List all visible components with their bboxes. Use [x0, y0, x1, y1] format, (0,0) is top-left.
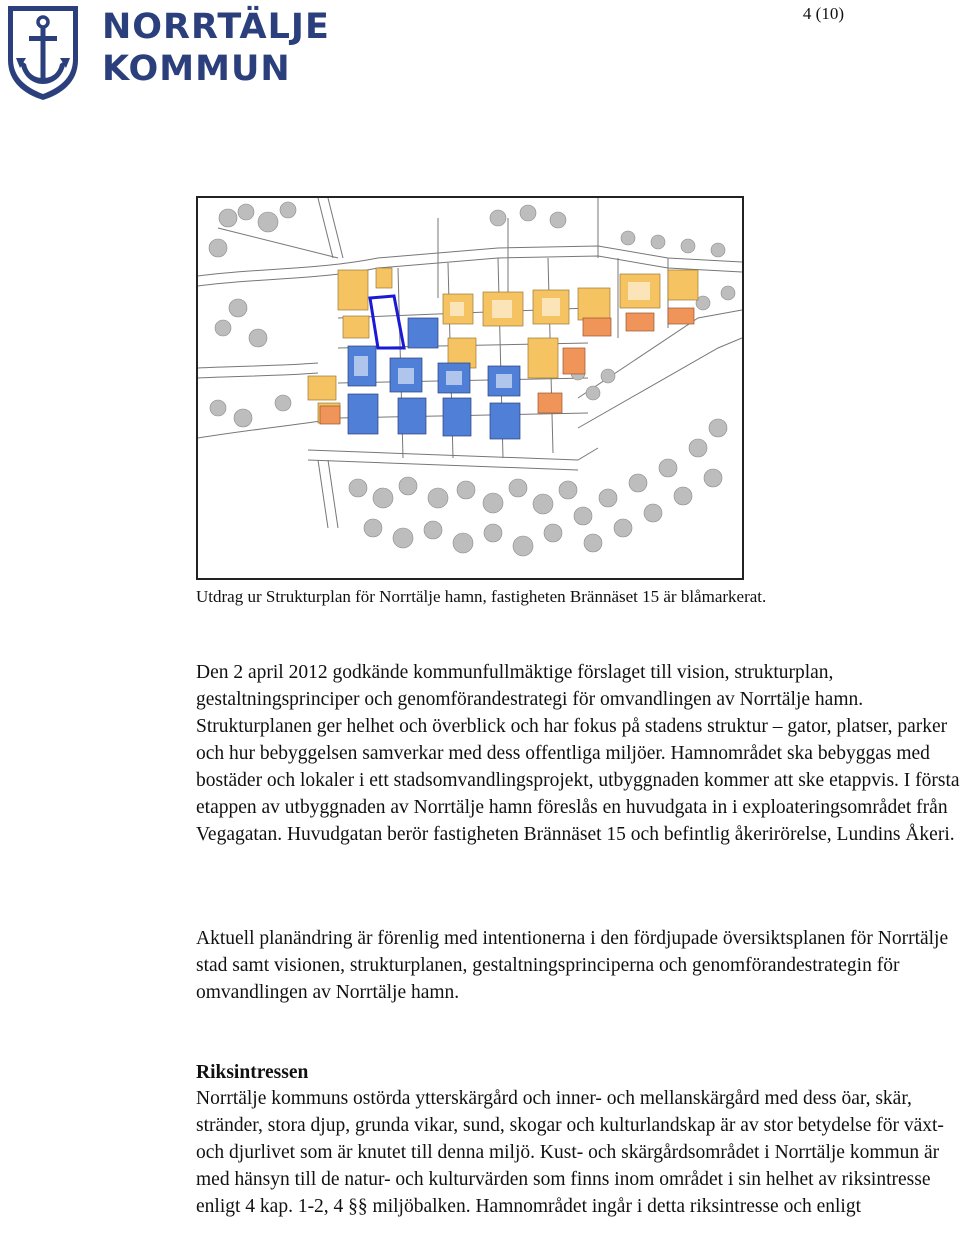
figure-caption: Utdrag ur Strukturplan för Norrtälje hamn, fastigheten Brännäset 15 är blåmarkerat.: [196, 587, 767, 606]
anchor-crest-icon: [2, 2, 84, 102]
structure-plan-map: [196, 196, 744, 580]
paragraph-riksintressen: Norrtälje kommuns ostörda ytterskärgård och inner- och mellanskärgård med dess öar, skär, stränder, stora djup, grunda vikar, sund, skogar och kulturlandskap är av stor betydelse för växt- och djurlivet som är knutet till denna miljö. Kust- och skärgårdsområdet i Norrtälje kommun är med hänsyn till de natur- och kulturvärden som finns inom området i sin helhet av riksintresse enligt 4 kap. 1-2, 4 §§ miljöbalken. Hamnområdet ingår i detta riksintresse och enligt: [196, 1088, 944, 1217]
norrtalje-kommun-logo: [2, 2, 330, 102]
page-number: 4 (10): [802, 4, 844, 23]
logo-line-1: NORRTÄLJE: [102, 7, 330, 47]
logo-wordmark: [102, 6, 330, 90]
paragraph-planandring: Aktuell planändring är förenlig med intentionerna i den fördjupade översiktsplanen för Norrtälje stad samt visionen, strukturplanen, gestaltningsprinciperna och genomförandestrategin för omvandlingen av Norrtälje hamn.: [196, 928, 949, 1003]
logo-line-2: KOMMUN: [102, 49, 291, 89]
paragraph-strukturplan: Den 2 april 2012 godkände kommunfullmäktige förslaget till vision, strukturplan, gestaltningsprinciper och genomförandestrategi för omvandlingen av Norrtälje hamn. Strukturplanen ger helhet och överblick och har fokus på stadens struktur – gator, platser, parker och hur bebyggelsen samverkar med dess offentliga miljöer. Hamnområdet ska bebyggas med bostäder och lokaler i ett stadsomvandlingsprojekt, utbyggnaden kommer att ske etappvis. I första etappen av utbyggnaden av Norrtälje hamn föreslås en huvudgata in i exploateringsområdet från Vegagatan. Huvudgatan berör fastigheten Brännäset 15 och befintlig åkerirörelse, Lundins Åkeri.: [196, 662, 960, 845]
site-plan-drawing: [198, 198, 742, 578]
section-heading-riksintressen: Riksintressen: [196, 1062, 309, 1083]
